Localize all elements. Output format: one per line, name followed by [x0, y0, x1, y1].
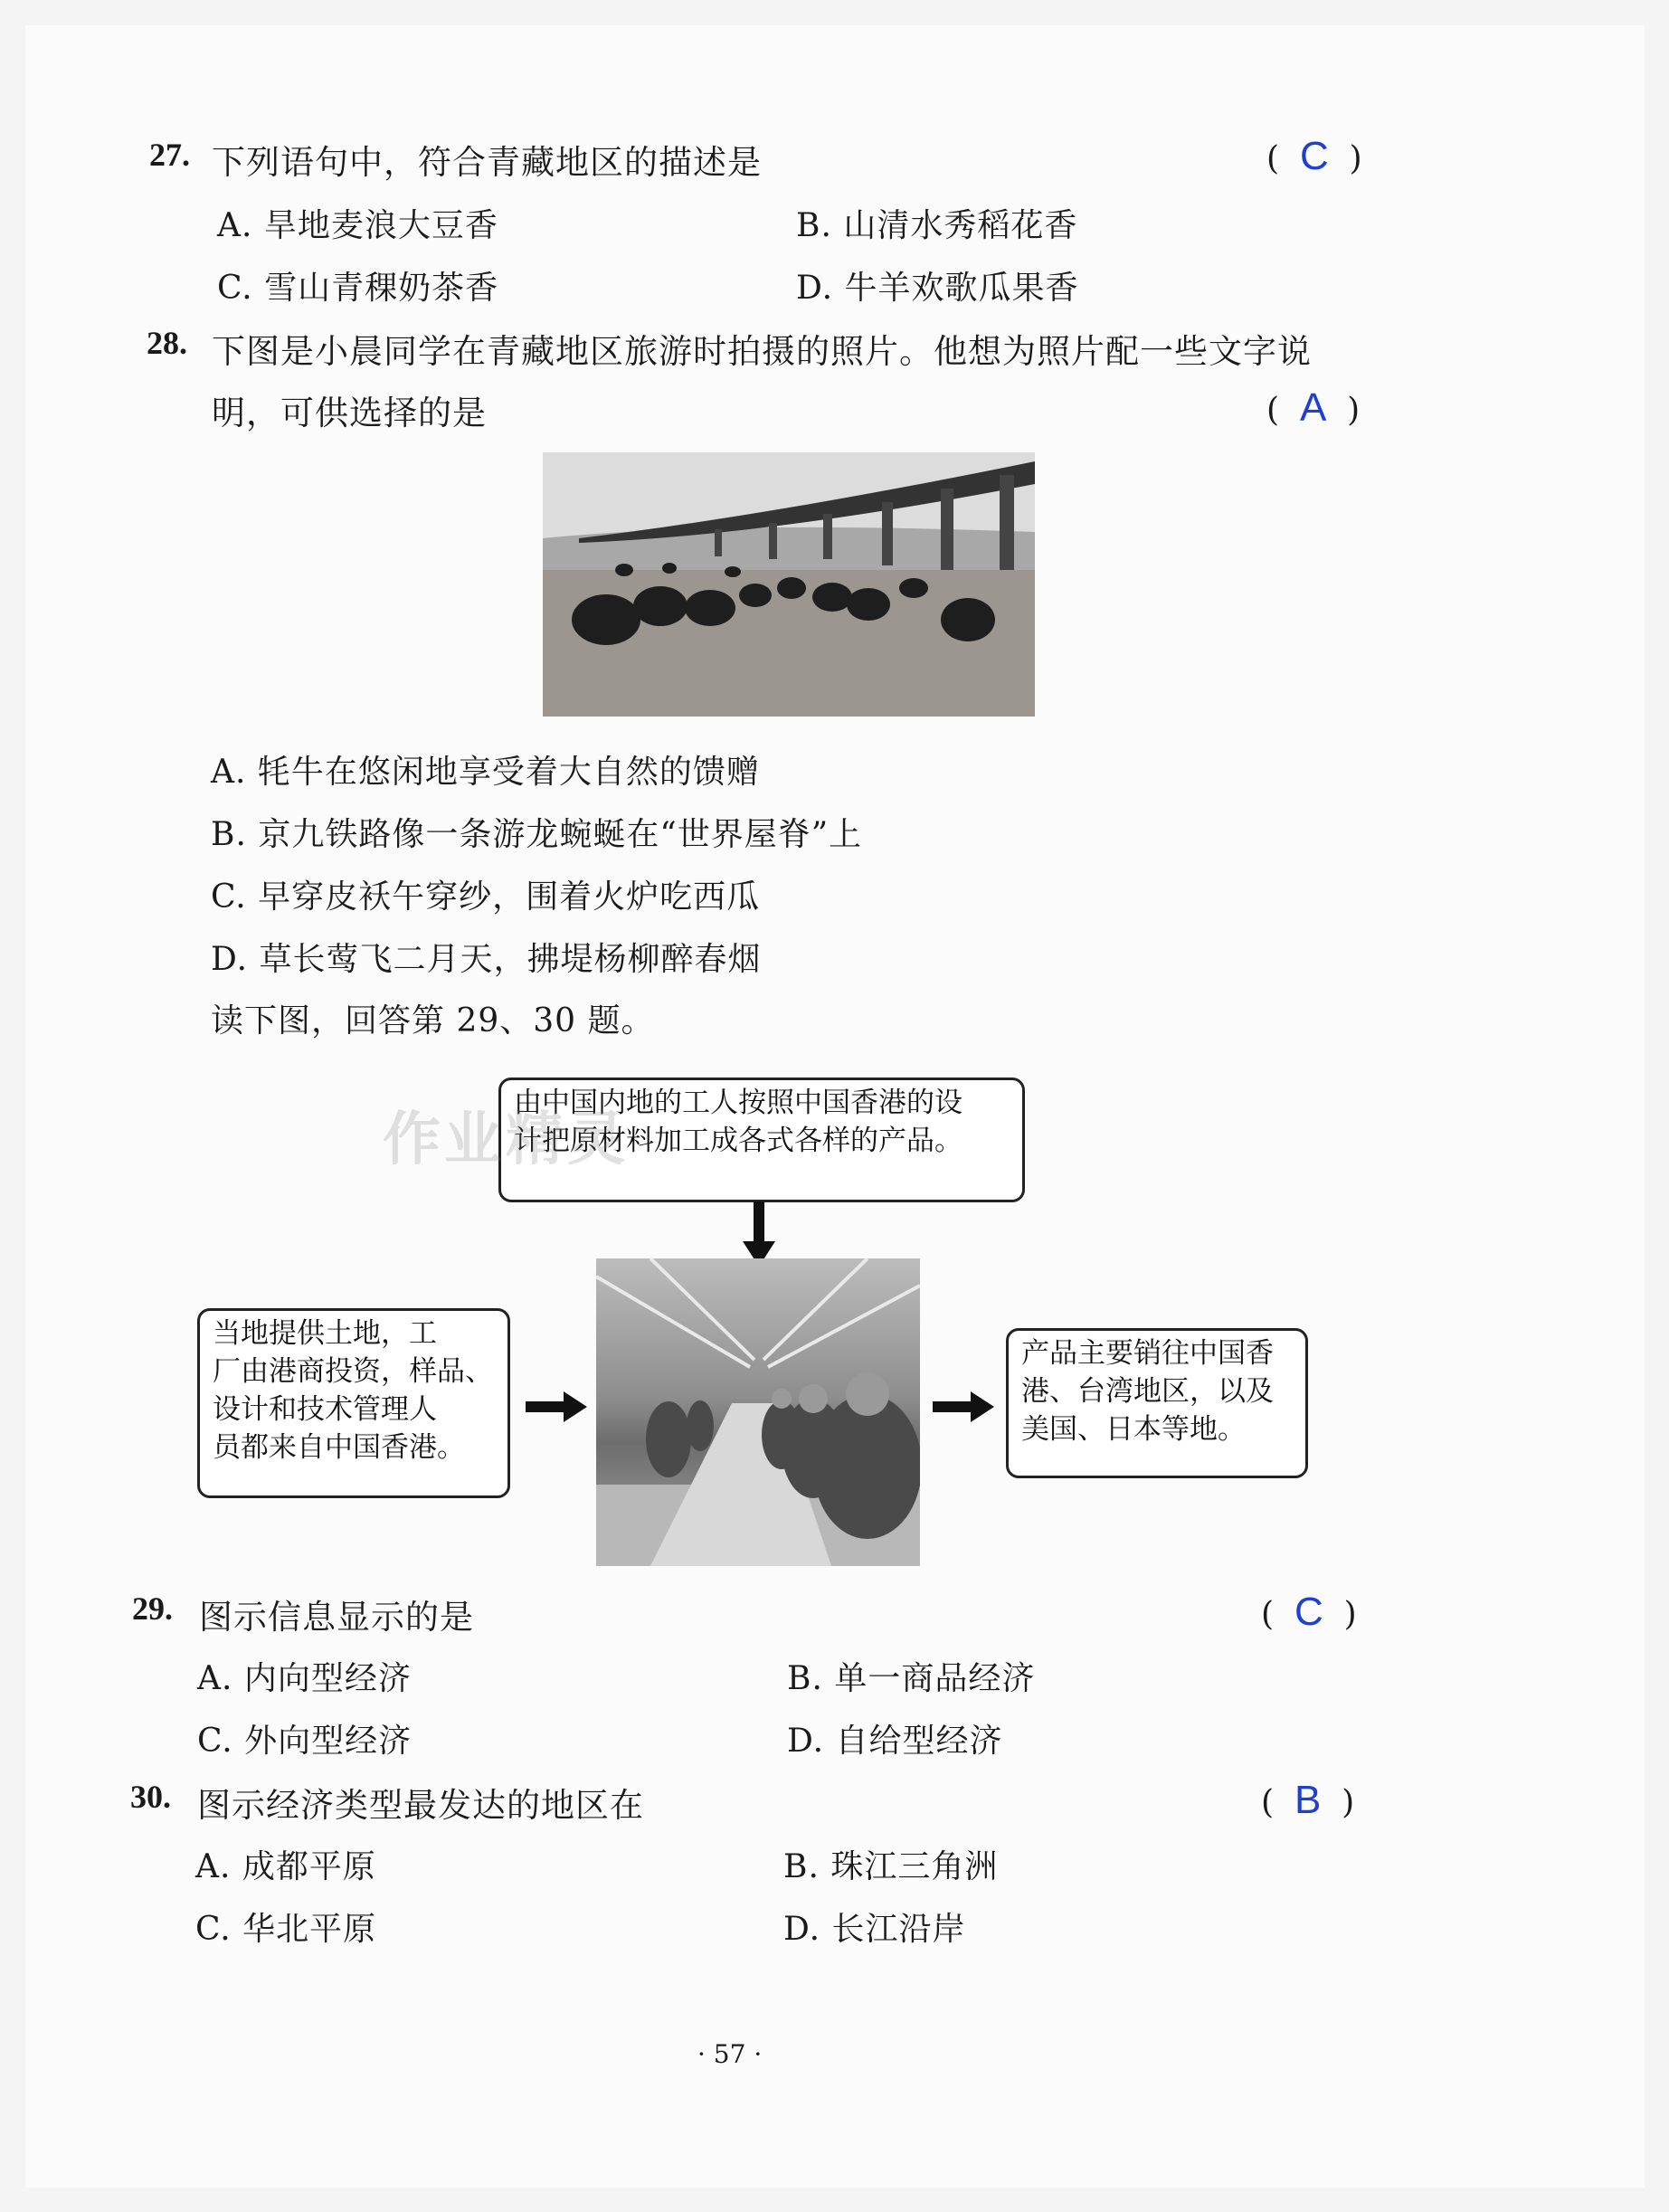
- page-number: · 57 ·: [697, 2039, 763, 2069]
- top-box-line1: 由中国内地的工人按照中国香港的设: [514, 1087, 963, 1119]
- left-box-line2: 厂由港商投资，样品、: [213, 1355, 493, 1388]
- q29-stem: 图示信息显示的是: [199, 1598, 474, 1637]
- q30-option-c: C. 华北平原: [195, 1911, 377, 1948]
- q27-option-c: C. 雪山青稞奶茶香: [217, 270, 499, 307]
- q27-answer-bracket: ( C ): [1266, 134, 1362, 178]
- left-box-line3: 设计和技术管理人: [213, 1393, 437, 1426]
- q30-option-b: B. 珠江三角洲: [783, 1848, 999, 1885]
- diagram-left-box: [197, 1308, 510, 1498]
- arrow-right-icon: [526, 1391, 589, 1422]
- factory-illustration: [596, 1258, 920, 1566]
- q30-answer-bracket: ( B ): [1261, 1778, 1355, 1822]
- watermark: 作业精灵: [383, 1106, 629, 1173]
- yak-railway-illustration: [543, 452, 1035, 717]
- q29-option-a: A. 内向型经济: [197, 1660, 412, 1697]
- left-box-line4: 员都来自中国香港。: [213, 1431, 465, 1464]
- q27-option-b: B. 山清水秀稻花香: [796, 207, 1078, 244]
- q27-answer: C: [1299, 134, 1329, 178]
- q30-stem: 图示经济类型最发达的地区在: [197, 1786, 644, 1825]
- yak-railway-photo: [543, 452, 1035, 717]
- q30-option-a: A. 成都平原: [195, 1848, 376, 1885]
- q27-number: 27.: [149, 137, 190, 173]
- q28-stem-line1: 下图是小晨同学在青藏地区旅游时拍摄的照片。他想为照片配一些文字说: [212, 332, 1312, 371]
- q27-option-a: A. 旱地麦浪大豆香: [217, 207, 498, 244]
- q30-number: 30.: [130, 1779, 171, 1815]
- q28-option-c: C. 早穿皮袄午穿纱，围着火炉吃西瓜: [211, 878, 761, 916]
- right-box-line3: 美国、日本等地。: [1021, 1413, 1246, 1446]
- q29-answer-bracket: ( C ): [1261, 1590, 1357, 1634]
- q27-option-d: D. 牛羊欢歌瓜果香: [796, 270, 1079, 307]
- q30-answer: B: [1294, 1778, 1322, 1822]
- q29-answer: C: [1294, 1590, 1323, 1634]
- q28-number: 28.: [147, 325, 187, 361]
- q28-stem-line2: 明，可供选择的是: [212, 394, 487, 432]
- right-box-line1: 产品主要销往中国香: [1021, 1337, 1274, 1370]
- q28-option-b: B. 京九铁路像一条游龙蜿蜒在“世界屋脊”上: [211, 816, 863, 853]
- instruction-text: 读下图，回答第 29、30 题。: [211, 1002, 655, 1040]
- top-box-line2: 计把原材料加工成各式各样的产品。: [514, 1125, 963, 1157]
- q28-option-d: D. 草长莺飞二月天，拂堤杨柳醉春烟: [211, 941, 762, 978]
- q27-stem: 下列语句中，符合青藏地区的描述是: [212, 143, 762, 182]
- diagram-right-box: [1006, 1328, 1308, 1478]
- left-box-line1: 当地提供土地，工: [213, 1317, 437, 1350]
- q29-option-d: D. 自给型经济: [787, 1723, 1003, 1760]
- arrow-right-icon-2: [933, 1391, 996, 1422]
- q28-option-a: A. 牦牛在悠闲地享受着大自然的馈赠: [211, 754, 760, 791]
- q30-option-d: D. 长江沿岸: [783, 1911, 966, 1948]
- q29-option-b: B. 单一商品经济: [787, 1660, 1036, 1697]
- factory-photo: [596, 1258, 920, 1566]
- q28-answer-bracket: ( A ): [1266, 385, 1361, 430]
- q28-answer: A: [1299, 385, 1327, 430]
- q29-option-c: C. 外向型经济: [197, 1723, 413, 1760]
- q29-number: 29.: [132, 1590, 173, 1627]
- right-box-line2: 港、台湾地区，以及: [1021, 1375, 1274, 1408]
- page: [25, 25, 1645, 2188]
